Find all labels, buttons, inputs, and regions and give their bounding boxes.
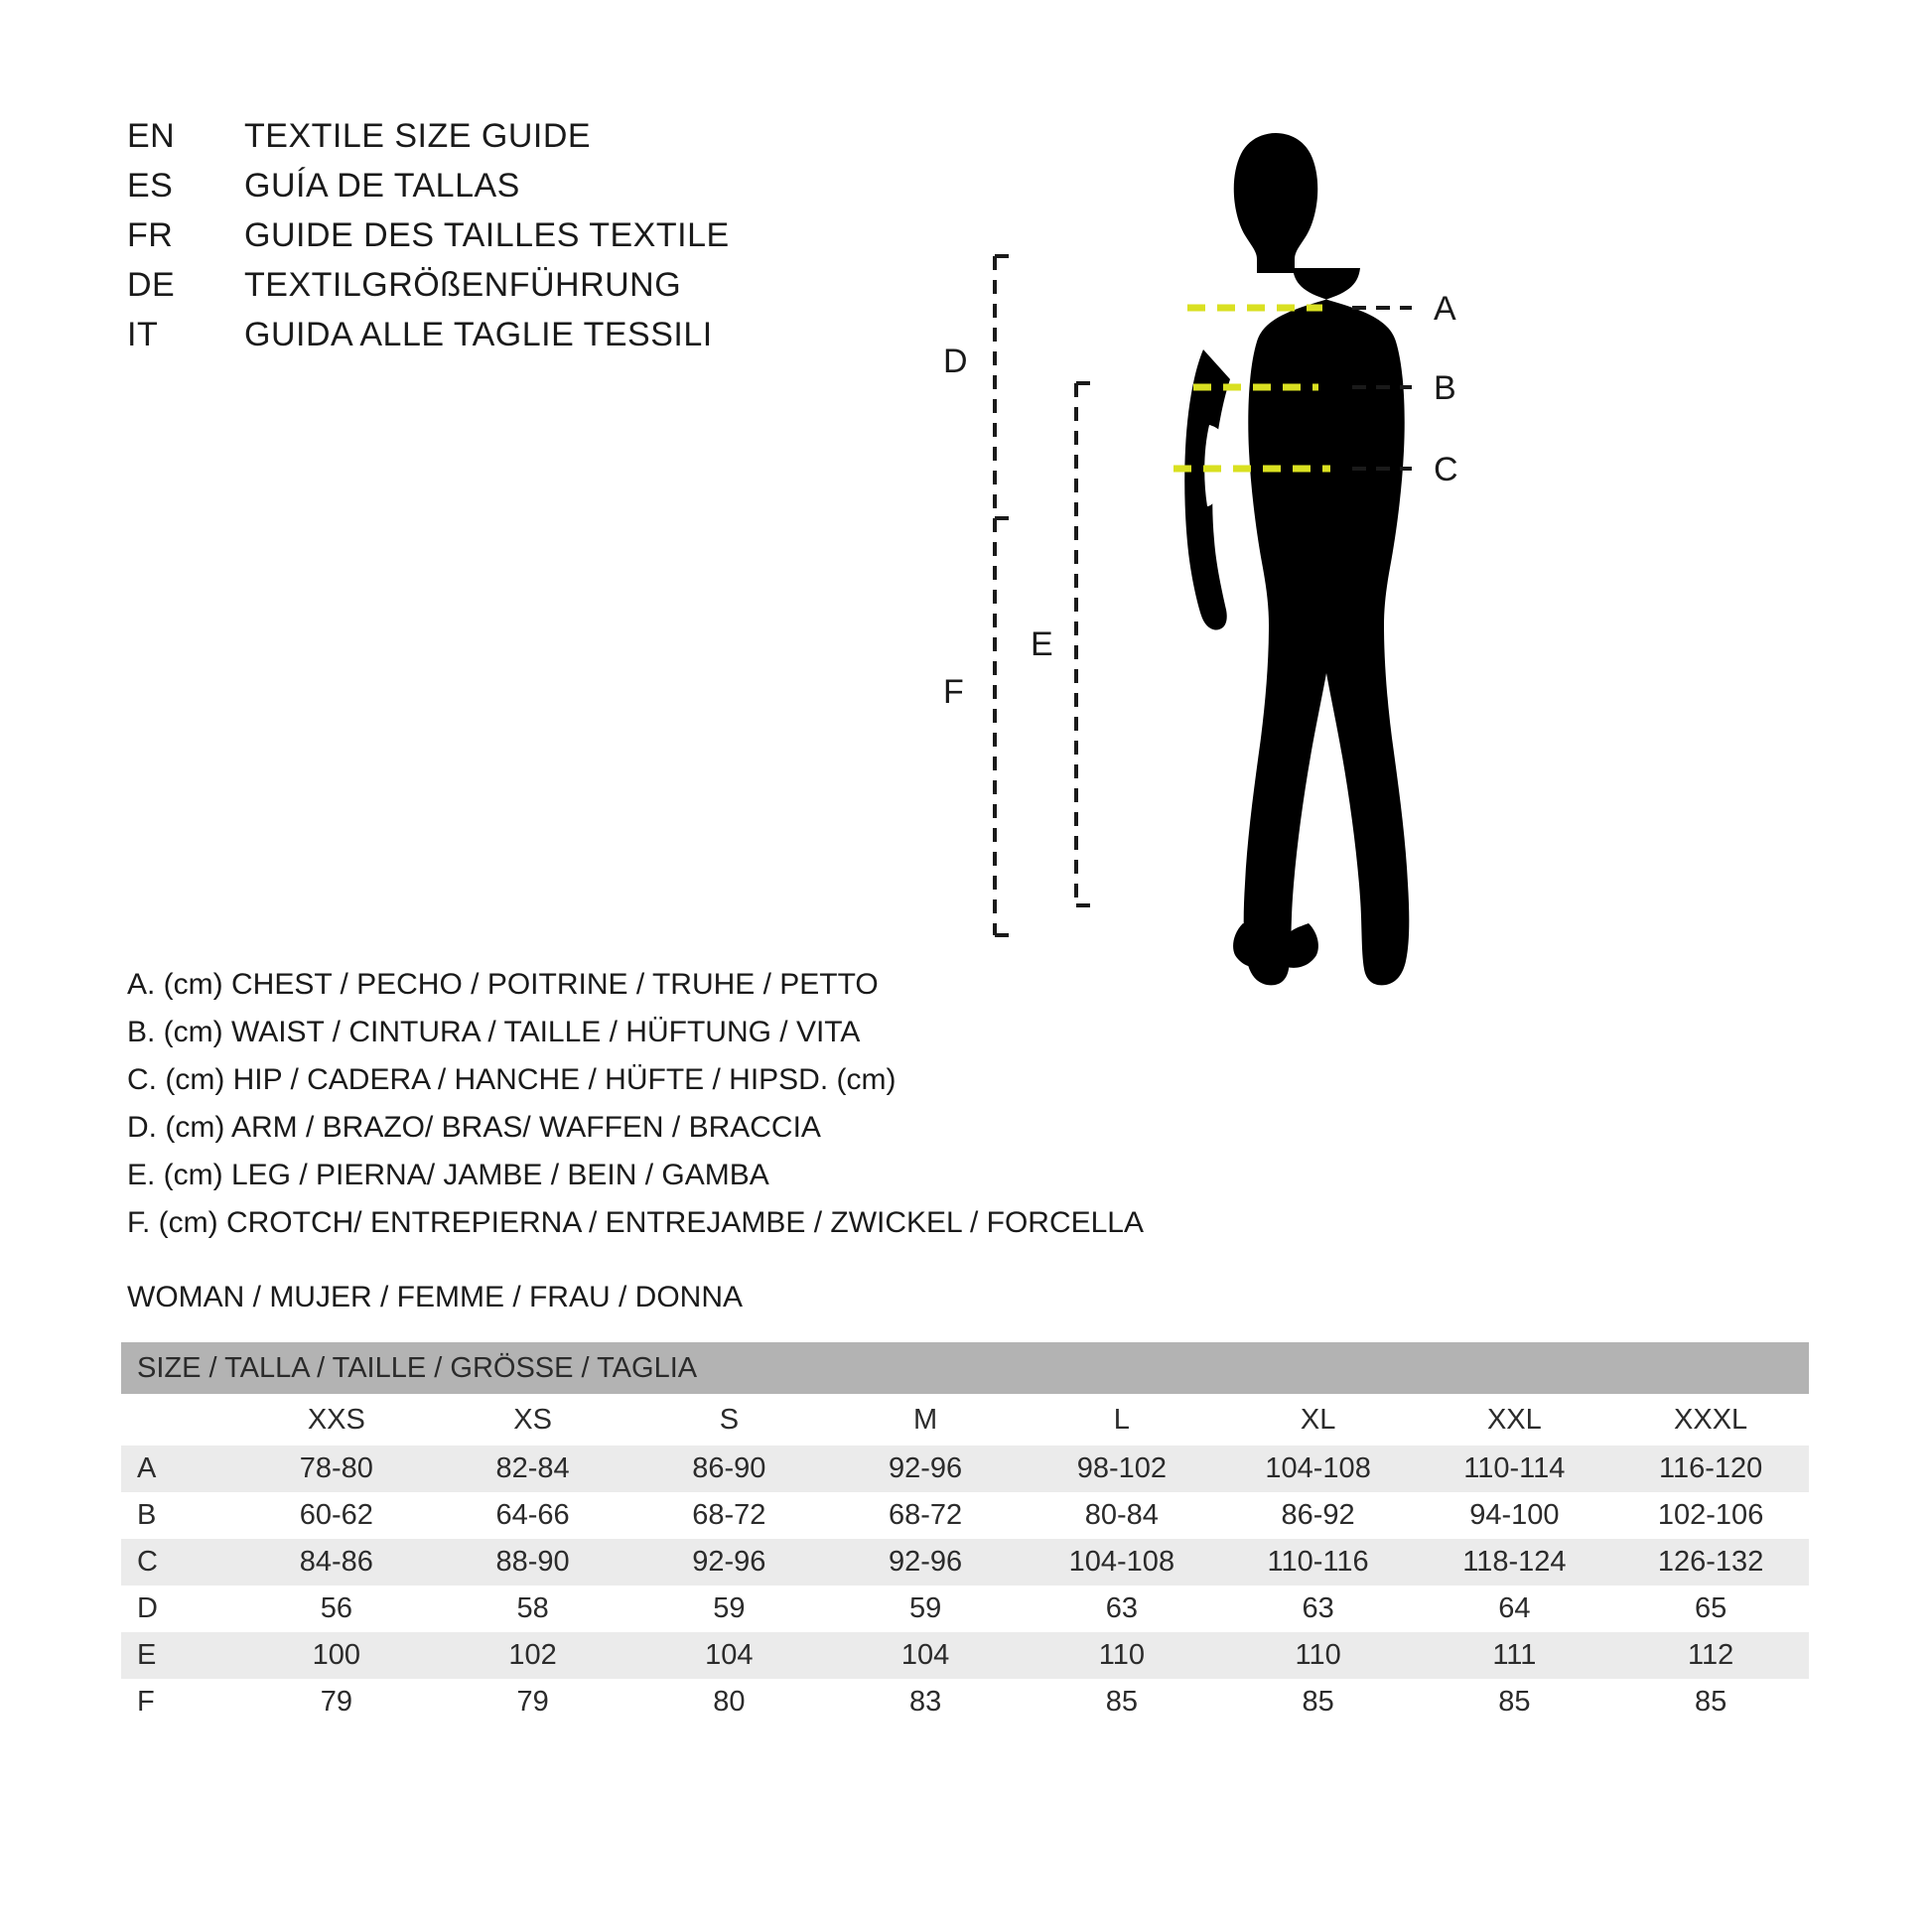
cell-a-xxl: 110-114 <box>1416 1446 1612 1492</box>
crotch-dimension-bracket <box>995 518 1017 935</box>
legend-row-c: C. (cm) HIP / CADERA / HANCHE / HÜFTE / HIPSD. (cm) <box>127 1063 897 1096</box>
legend-row-b: B. (cm) WAIST / CINTURA / TAILLE / HÜFTUNG / VITA <box>127 1016 861 1048</box>
callout-label-a: A <box>1434 290 1456 328</box>
cell-c-xl: 110-116 <box>1220 1539 1417 1586</box>
cell-d-xl: 63 <box>1220 1586 1417 1632</box>
table-sizes-row <box>121 1394 1809 1446</box>
category-caption: WOMAN / MUJER / FEMME / FRAU / DONNA <box>127 1281 743 1313</box>
table-header-band <box>121 1342 1809 1394</box>
title-row <box>127 216 941 266</box>
cell-d-xxl: 64 <box>1416 1586 1612 1632</box>
size-col-xxxl: XXXL <box>1612 1394 1809 1446</box>
callout-label-b: B <box>1434 369 1456 407</box>
callout-label-c: C <box>1434 451 1458 488</box>
title-lang-it: IT <box>127 316 159 353</box>
cell-e-s: 104 <box>630 1632 827 1679</box>
row-label-e: E <box>121 1632 238 1679</box>
cell-e-xxxl: 112 <box>1612 1632 1809 1679</box>
cell-f-xxxl: 85 <box>1612 1679 1809 1725</box>
cell-d-xxxl: 65 <box>1612 1586 1809 1632</box>
row-label-c: C <box>121 1539 238 1586</box>
cell-b-xs: 64-66 <box>435 1492 631 1539</box>
title-text-en: TEXTILE SIZE GUIDE <box>244 117 592 155</box>
arm-dimension-bracket <box>995 256 1017 518</box>
cell-c-m: 92-96 <box>827 1539 1024 1586</box>
title-lang-fr: FR <box>127 216 174 254</box>
cell-b-l: 80-84 <box>1024 1492 1220 1539</box>
size-col-s: S <box>630 1394 827 1446</box>
title-row <box>127 167 941 216</box>
cell-f-xl: 85 <box>1220 1679 1417 1725</box>
table-row <box>121 1586 1809 1632</box>
cell-b-xxs: 60-62 <box>238 1492 435 1539</box>
leg-dimension-bracket <box>1076 383 1100 905</box>
cell-f-s: 80 <box>630 1679 827 1725</box>
title-text-it: GUIDA ALLE TAGLIE TESSILI <box>244 316 713 353</box>
legend-row-e: E. (cm) LEG / PIERNA/ JAMBE / BEIN / GAMBA <box>127 1159 769 1191</box>
table-row <box>121 1632 1809 1679</box>
table-row <box>121 1446 1809 1492</box>
cell-a-xs: 82-84 <box>435 1446 631 1492</box>
legend-row-d: D. (cm) ARM / BRAZO/ BRAS/ WAFFEN / BRACCIA <box>127 1111 821 1144</box>
cell-b-xxl: 94-100 <box>1416 1492 1612 1539</box>
cell-f-xxs: 79 <box>238 1679 435 1725</box>
title-text-es: GUÍA DE TALLAS <box>244 167 520 205</box>
cell-a-xl: 104-108 <box>1220 1446 1417 1492</box>
cell-e-l: 110 <box>1024 1632 1220 1679</box>
cell-f-l: 85 <box>1024 1679 1220 1725</box>
title-lang-en: EN <box>127 117 176 155</box>
row-label-a: A <box>121 1446 238 1492</box>
title-row <box>127 316 941 365</box>
dimension-label-e: E <box>1031 625 1053 663</box>
cell-a-xxs: 78-80 <box>238 1446 435 1492</box>
row-label-b: B <box>121 1492 238 1539</box>
woman-silhouette-icon <box>1184 133 1409 985</box>
size-col-xs: XS <box>435 1394 631 1446</box>
row-label-f: F <box>121 1679 238 1725</box>
legend-row-a: A. (cm) CHEST / PECHO / POITRINE / TRUHE / PETTO <box>127 968 879 1001</box>
title-row <box>127 117 941 167</box>
cell-b-xxxl: 102-106 <box>1612 1492 1809 1539</box>
row-label-d: D <box>121 1586 238 1632</box>
cell-c-xxl: 118-124 <box>1416 1539 1612 1586</box>
size-col-xxs: XXS <box>238 1394 435 1446</box>
cell-a-s: 86-90 <box>630 1446 827 1492</box>
cell-f-xxl: 85 <box>1416 1679 1612 1725</box>
cell-d-xxs: 56 <box>238 1586 435 1632</box>
cell-b-m: 68-72 <box>827 1492 1024 1539</box>
cell-e-xxs: 100 <box>238 1632 435 1679</box>
table-row <box>121 1539 1809 1586</box>
cell-c-s: 92-96 <box>630 1539 827 1586</box>
cell-c-l: 104-108 <box>1024 1539 1220 1586</box>
cell-a-xxxl: 116-120 <box>1612 1446 1809 1492</box>
cell-d-xs: 58 <box>435 1586 631 1632</box>
size-col-m: M <box>827 1394 1024 1446</box>
size-table <box>121 1342 1809 1725</box>
title-lang-de: DE <box>127 266 176 304</box>
cell-b-s: 68-72 <box>630 1492 827 1539</box>
legend-block <box>127 961 1279 1247</box>
cell-f-xs: 79 <box>435 1679 631 1725</box>
cell-a-l: 98-102 <box>1024 1446 1220 1492</box>
cell-d-l: 63 <box>1024 1586 1220 1632</box>
cell-c-xs: 88-90 <box>435 1539 631 1586</box>
table-header-label: SIZE / TALLA / TAILLE / GRÖSSE / TAGLIA <box>121 1342 1809 1394</box>
cell-e-xxl: 111 <box>1416 1632 1612 1679</box>
size-col-l: L <box>1024 1394 1220 1446</box>
cell-f-m: 83 <box>827 1679 1024 1725</box>
cell-b-xl: 86-92 <box>1220 1492 1417 1539</box>
title-lang-es: ES <box>127 167 174 205</box>
sizes-row-corner <box>121 1394 238 1446</box>
cell-a-m: 92-96 <box>827 1446 1024 1492</box>
title-row <box>127 266 941 316</box>
dimension-label-d: D <box>943 343 968 380</box>
legend-row-f: F. (cm) CROTCH/ ENTREPIERNA / ENTREJAMBE / ZWICKEL / FORCELLA <box>127 1206 1144 1239</box>
cell-c-xxxl: 126-132 <box>1612 1539 1809 1586</box>
title-block <box>127 117 941 365</box>
cell-c-xxs: 84-86 <box>238 1539 435 1586</box>
size-col-xxl: XXL <box>1416 1394 1612 1446</box>
table-row <box>121 1492 1809 1539</box>
cell-d-m: 59 <box>827 1586 1024 1632</box>
dimension-label-f: F <box>943 673 964 711</box>
title-text-de: TEXTILGRÖßENFÜHRUNG <box>244 266 682 304</box>
size-col-xl: XL <box>1220 1394 1417 1446</box>
table-row <box>121 1679 1809 1725</box>
cell-e-m: 104 <box>827 1632 1024 1679</box>
cell-e-xs: 102 <box>435 1632 631 1679</box>
cell-e-xl: 110 <box>1220 1632 1417 1679</box>
title-text-fr: GUIDE DES TAILLES TEXTILE <box>244 216 730 254</box>
cell-d-s: 59 <box>630 1586 827 1632</box>
